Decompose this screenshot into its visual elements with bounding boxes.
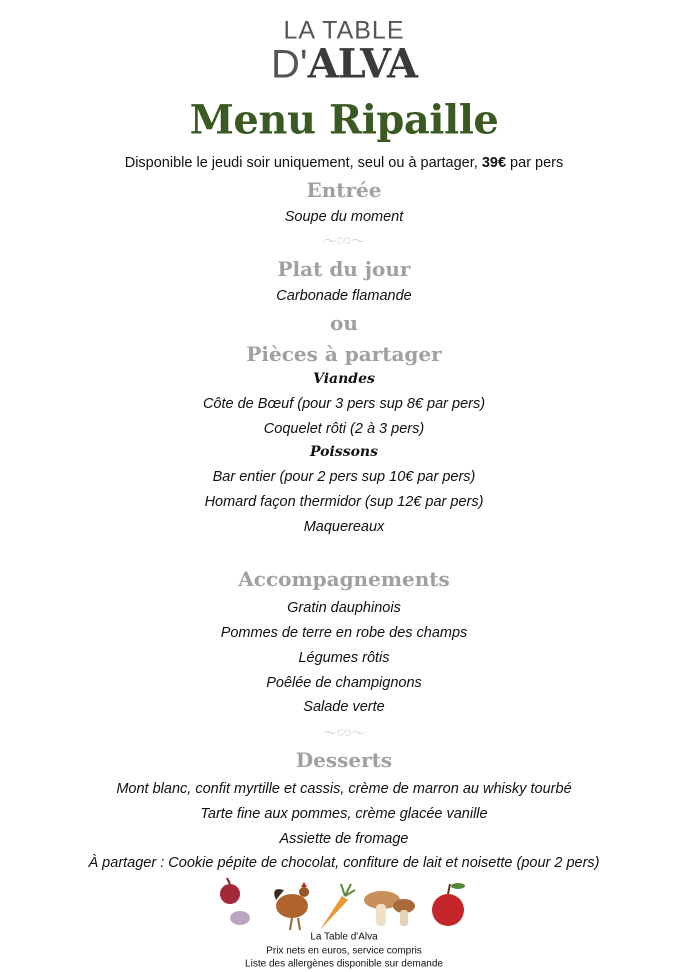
- price: 39€: [481, 155, 507, 171]
- menu-item: Gratin dauphinois: [287, 600, 401, 616]
- menu-item: À partager : Cookie pépite de chocolat, confiture de lait et noisette (pour 2 pers): [88, 855, 600, 871]
- footer-line: Liste des allergènes disponible sur demande: [245, 958, 443, 970]
- menu-item: Pommes de terre en robe des champs: [220, 625, 468, 641]
- logo-prefix: D': [271, 42, 308, 87]
- ornament-divider: 〜∽〜: [323, 233, 365, 249]
- subtitle: [0, 155, 688, 171]
- menu-item: Homard façon thermidor (sup 12€ par pers): [204, 494, 484, 510]
- menu-item: Coquelet rôti (2 à 3 pers): [263, 421, 425, 437]
- menu-item: Mont blanc, confit myrtille et cassis, crème de marron au whisky tourbé: [116, 781, 572, 797]
- subheading-viandes: Viandes: [313, 371, 375, 387]
- subheading-poissons: Poissons: [310, 444, 378, 460]
- rooster-icon: [274, 882, 309, 930]
- footer-line: La Table d'Alva: [310, 931, 378, 943]
- food-illustrations: [214, 878, 474, 934]
- footer-line: Prix nets en euros, service compris: [266, 945, 422, 957]
- heading-pieces: Pièces à partager: [246, 342, 442, 366]
- page-title: Menu Ripaille: [189, 96, 499, 144]
- subtitle-suffix: par pers: [506, 155, 564, 171]
- onion-icon: [220, 878, 250, 925]
- mushroom-icon: [364, 891, 415, 926]
- subtitle-text: Disponible le jeudi soir uniquement, seul ou à partager,: [124, 155, 482, 171]
- logo-line1: LA TABLE: [283, 16, 405, 45]
- or-label: ou: [330, 311, 358, 335]
- menu-item: Légumes rôtis: [298, 650, 390, 666]
- logo-text: ALVA: [307, 40, 417, 88]
- menu-item: Assiette de fromage: [279, 831, 409, 847]
- logo-name: [0, 41, 688, 88]
- carrot-icon: [320, 884, 355, 930]
- ornament-divider: 〜∽〜: [323, 725, 365, 741]
- heading-entree: Entrée: [306, 178, 382, 202]
- heading-plat: Plat du jour: [277, 257, 411, 281]
- menu-item: Maquereaux: [303, 519, 385, 535]
- apple-icon: [432, 883, 465, 926]
- heading-desserts: Desserts: [295, 748, 393, 772]
- menu-item: Carbonade flamande: [276, 288, 412, 304]
- menu-item: Soupe du moment: [284, 209, 404, 225]
- menu-item: Salade verte: [303, 699, 385, 715]
- menu-item: Tarte fine aux pommes, crème glacée vanille: [200, 806, 488, 822]
- menu-item: Côte de Bœuf (pour 3 pers sup 8€ par pers): [202, 396, 486, 412]
- menu-item: Poêlée de champignons: [266, 675, 422, 691]
- menu-item: Bar entier (pour 2 pers sup 10€ par pers): [212, 469, 476, 485]
- heading-accompagnements: Accompagnements: [238, 567, 450, 591]
